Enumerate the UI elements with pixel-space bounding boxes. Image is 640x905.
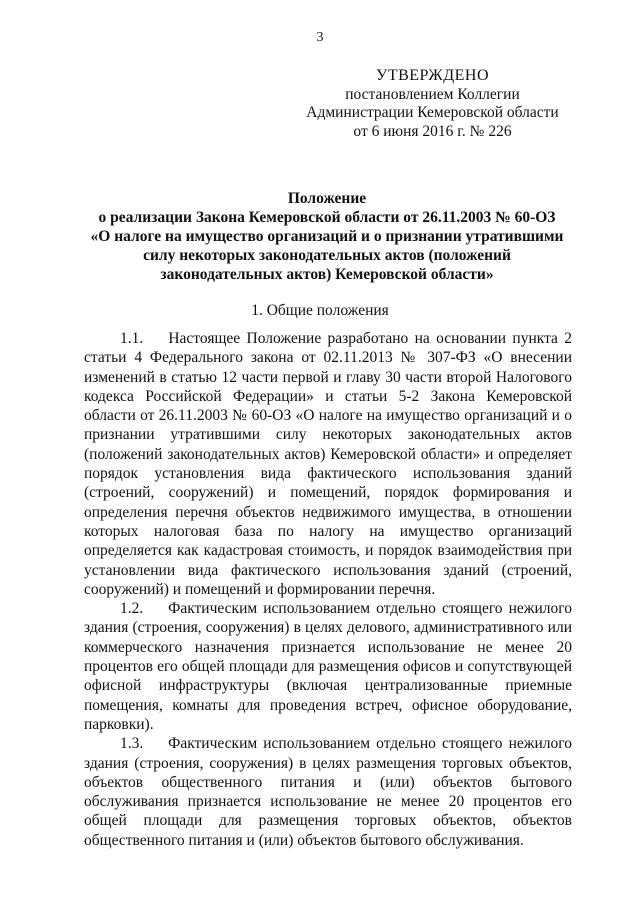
paragraph-number: 1.1. [120,330,144,347]
approval-block [300,67,565,141]
paragraph-number: 1.3. [120,735,144,753]
title-line: Положение [287,190,367,207]
approval-heading: УТВЕРЖДЕНО [375,67,489,84]
section-heading: 1. Общие положения [251,302,389,319]
document-body [84,329,572,850]
title-line: законодательных актов) Кемеровской области» [160,266,494,283]
paragraph-text: Фактическим использованием отдельно стоящего нежилого здания (строения, сооружения) в целях делового, административного или коммерческого назначения признается использование не менее 20 процентов его общей площади для размещения офисов и сопутствующей офисной инфраструктуры (включая централизованные приемные помещения, комнаты для проведения встреч, офисное оборудование, парковки). [84,600,573,733]
document-title [80,189,574,284]
title-line: «О налоге на имущество организаций и о признании утратившими [90,228,564,245]
title-line: о реализации Закона Кемеровской области от 26.11.2003 № 60-ОЗ [98,209,556,226]
title-line: силу некоторых законодательных актов (положений [143,247,511,264]
paragraph [84,329,572,599]
paragraph-number: 1.2. [120,600,144,618]
approval-date: от 6 июня 2016 г. № 226 [353,122,512,140]
paragraph-text: Фактическим использованием отдельно стоящего нежилого здания (строения, сооружения) в целях размещения торговых объектов, объектов общественного питания и (или) объектов бытового обслуживания признается использование не менее 20 процентов его общей площади для размещения торговых объектов, объектов общественного питания и (или) объектов бытового обслуживания. [84,735,573,849]
approval-line: Администрации Кемеровской области [306,104,559,121]
paragraph [84,734,572,850]
approval-line: постановлением Коллегии [345,85,520,103]
paragraph [84,599,572,734]
paragraph-text: Настоящее Положение разработано на основании пункта 2 статьи 4 Федерального закона от 02.11.2013 № 307-ФЗ «О внесении изменений в статью 12 части первой и главу 30 части второй Налогового кодекса Российской Федерации» и статьи 5-2 Закона Кемеровской области от 26.11.2003 № 60-ОЗ «О налоге на имущество организаций и о признании утратившими силу некоторых законодательных актов (положений законодательных актов) Кемеровской области» и определяет порядок установления вида фактического использования зданий (строений, сооружений) и помещений, порядок формирования и определения перечня объектов недвижимого имущества, в отношении которых налоговая база по налогу на имущество организаций определяется как кадастровая стоимость, и порядок взаимодействия при установлении вида фактического использования зданий (строений, сооружений) и помещений и формировании перечня. [84,330,573,598]
page-number: 3 [316,30,324,45]
